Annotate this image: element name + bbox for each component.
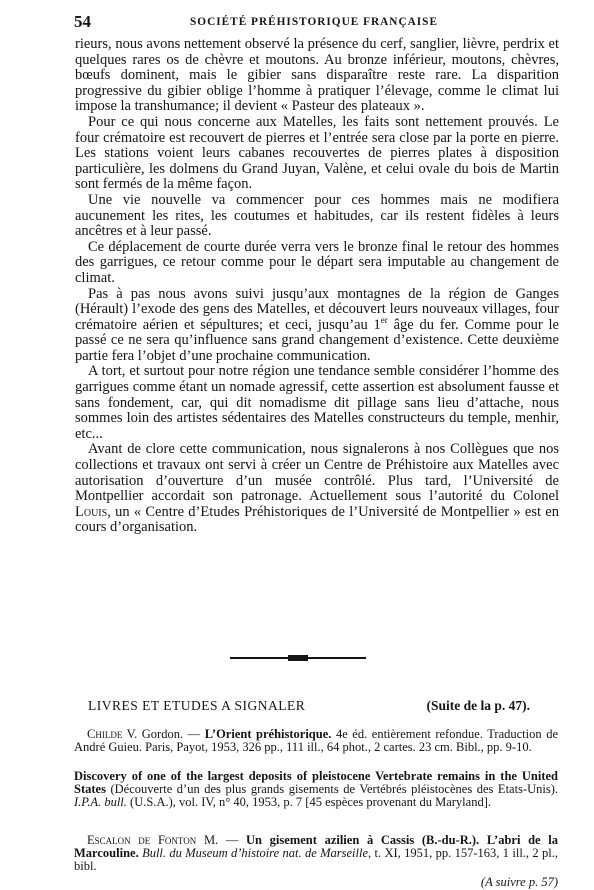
entry-journal: I.P.A. bull. [74, 794, 127, 809]
bibliography-entry-text [74, 834, 558, 872]
entry-author: Escalon de Fonton [87, 833, 197, 847]
paragraph-return: Ce déplacement de courte durée verra vers le bronze final le retour des hommes des garrigues, ce retour comme pour le départ sera imputable au changement de climat. [75, 238, 559, 286]
entry-author-rest: V. Gordon. — [122, 727, 205, 741]
bibliography-entry-text [74, 728, 558, 754]
article-body [75, 37, 559, 536]
paragraph-matelles: Pour ce qui nous concerne aux Matelles, les faits sont nettement prouvés. Le four crématoire est recouvert de pierres et l’entrée sera close par la porte en pierre. Les stations voient leurs cabanes recouvertes de pierres plates à disposition particulière, les dolmens du Grand Juyan, Valène, et celui ovale du bois de Martin sont fermés de la même façon. [75, 113, 559, 193]
entry-title: Un gisement azilien à Cassis (B.-du-R.). L’abri de la Marcouline. [74, 833, 558, 860]
page-number: 54 [74, 12, 91, 31]
ordinal-superscript: er [380, 314, 388, 325]
entry-details: 4e éd. entièrement refondue. Traduction de André Guieu. Paris, Payot, 1953, 326 pp., 111 ill., 64 phot., 2 cartes. 23 cm. Bibl., pp. 9-10. [74, 727, 558, 754]
paragraph-new-life: Une vie nouvelle va commencer pour ces hommes mais ne modifiera aucunement les rites, les coutumes et habitudes, car ils restent fidèles à leurs ancêtres et à leur passé. [75, 191, 559, 240]
paragraph-ganges-text: Pas à pas nous avons suivi jusqu’aux montagnes de la région de Ganges (Hérault) l’exode des gens des Matelles, et découvert leurs nouveaux villages, four crématoire aérien et sépultures; et ceci, jusqu’au 1 [75, 285, 559, 333]
section-divider-ornament [230, 655, 366, 661]
continued-footnote [74, 875, 558, 890]
colonel-name: Louis [75, 503, 108, 520]
entry-journal: Bull. du Museum d’histoire nat. de Marseille [142, 845, 369, 860]
bibliography-entry-text [74, 770, 558, 808]
entry-title: Discovery of one of the largest deposits of pleistocene Vertebrate remains in the United States [74, 769, 558, 796]
bibliography-entry [74, 834, 558, 872]
section-title: LIVRES ET ETUDES A SIGNALER [88, 698, 306, 713]
entry-author: Childe [87, 727, 123, 741]
entry-details-continued: (U.S.A.), vol. IV, n° 40, 1953, p. 7 [45 espèces provenant du Maryland]. [126, 794, 491, 809]
divider-center-mark [288, 655, 308, 661]
paragraph-ganges [75, 287, 559, 365]
bibliography-entry [74, 770, 558, 808]
page-header [74, 12, 554, 34]
paragraph-nomadism: A tort, et surtout pour notre région une tendance semble considérer l’homme des garrigues comme étant un nomade agressif, cette assertion est absolument fausse et sans fondement, car, qui dit nomadisme dit pillage sans lieu d’attache, nous sommes loin des artistes sédentaires des Matelles constructeurs du temple, menhir, etc... [75, 363, 559, 442]
continued-note: (A suivre p. 57) [480, 875, 558, 889]
entry-details: (Découverte d’un des plus grands gisements de Vertébrés pléistocènes des Etats-Unis). [105, 781, 558, 796]
section-heading [88, 698, 538, 714]
paragraph-fauna: rieurs, nous avons nettement observé la présence du cerf, sanglier, lièvre, perdrix et quelques rares os de chèvre et moutons. Au bronze inférieur, moutons, chèvres, bœufs dominent, mais le gibier sans disparaître reste rare. La disparition progressive du gibier oblige l’homme à pratiquer l’élevage, comme le climat lui impose la transhumance; il devient « Pasteur des plateaux ». [75, 36, 559, 115]
paragraph-conclusion-continued: , un « Centre d’Etudes Préhistoriques de l’Université de Montpellier » est en cours d’organisation. [75, 503, 559, 536]
bibliography-entry [74, 728, 558, 754]
paragraph-conclusion [75, 442, 559, 536]
paragraph-conclusion-text: Avant de clore cette communication, nous signalerons à nos Collègues que nos collections et travaux ont servi à créer un Centre de Préhistoire aux Matelles avec autorisation d’ouverture d’un musée contrôlé. Plus tard, l’Université de Montpellier accordait son patronage. Actuellement sous l’autorité du Colonel [75, 441, 559, 505]
entry-details: , t. XI, 1951, pp. 157-163, 1 ill., 2 pl., bibl. [74, 845, 559, 873]
section-continued-note: (Suite de la p. 47). [426, 698, 530, 713]
entry-author-rest: M. — [196, 833, 247, 847]
entry-title: L’Orient préhistorique. [204, 727, 332, 741]
running-title: SOCIÉTÉ PRÉHISTORIQUE FRANÇAISE [190, 16, 438, 28]
paragraph-ganges-continued: âge du fer. Comme pour le passé ce ne sera qu’influence sans grand changement d’existence. Cette deuxième partie fera l’objet d’une prochaine communication. [75, 316, 559, 364]
